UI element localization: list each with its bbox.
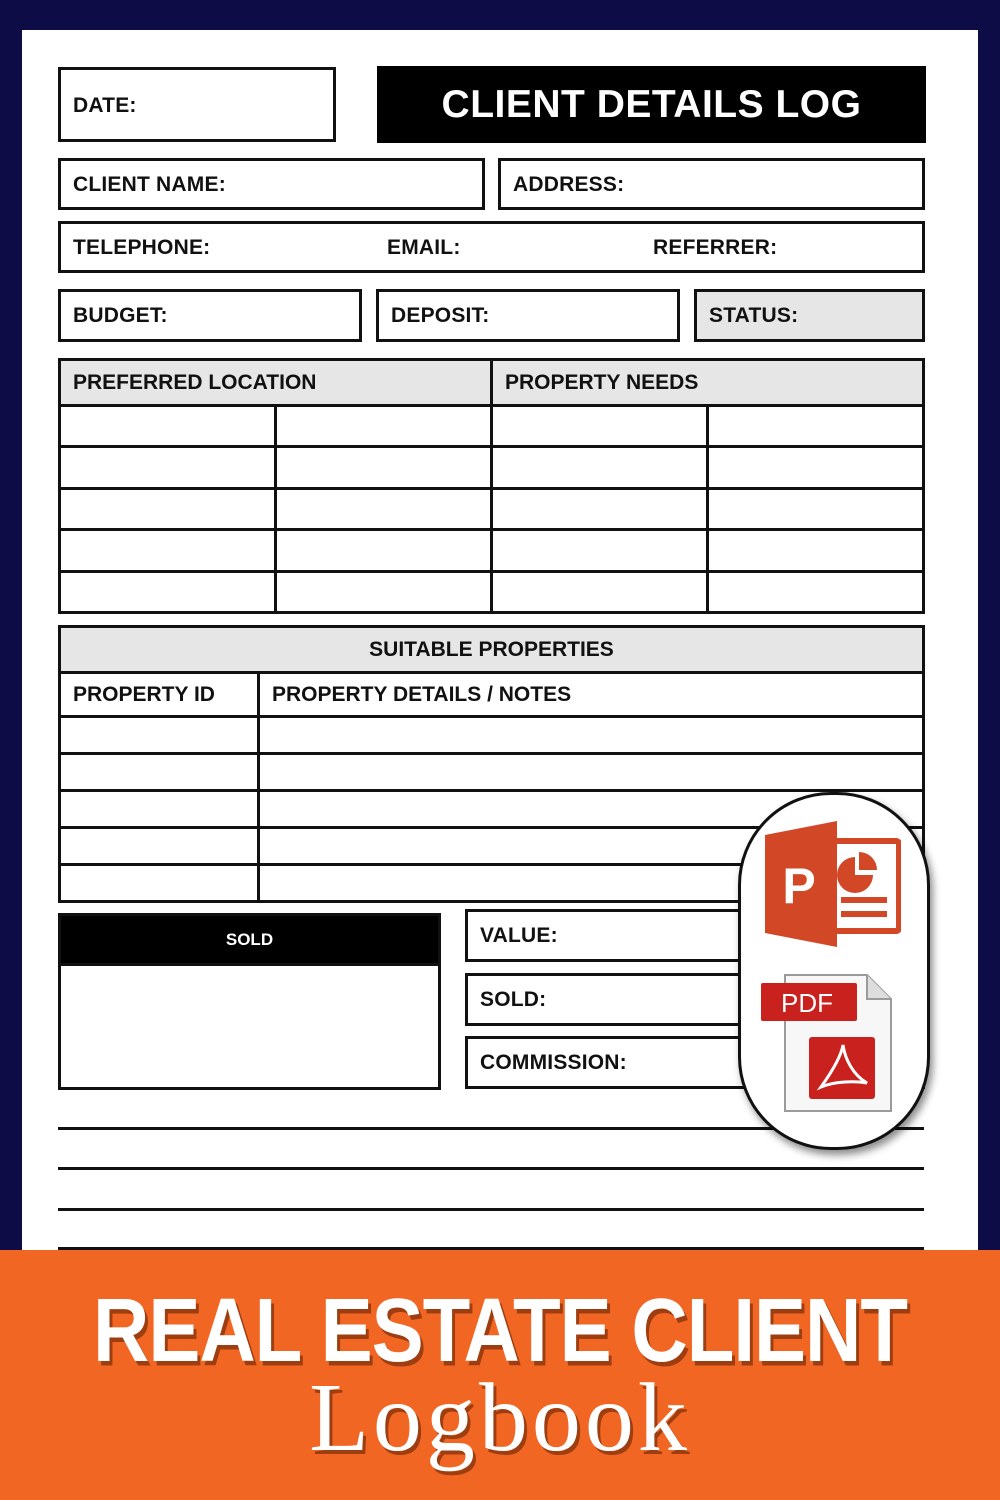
address-label: ADDRESS:: [513, 173, 625, 196]
commission-label: COMMISSION:: [480, 1051, 627, 1074]
location-cell[interactable]: [276, 571, 492, 612]
sold-box: [58, 913, 441, 1090]
location-cell[interactable]: [276, 488, 492, 529]
location-cell[interactable]: [60, 530, 276, 571]
deposit-field[interactable]: [376, 289, 680, 342]
deposit-label: DEPOSIT:: [391, 304, 490, 327]
needs-cell[interactable]: [708, 530, 924, 571]
status-field[interactable]: [694, 289, 925, 342]
notes-line[interactable]: [58, 1208, 924, 1211]
location-cell[interactable]: [276, 530, 492, 571]
property-details-cell[interactable]: [259, 717, 924, 754]
preferred-location-header: PREFERRED LOCATION: [60, 360, 492, 406]
location-cell[interactable]: [60, 488, 276, 529]
needs-cell[interactable]: [708, 571, 924, 612]
property-details-cell[interactable]: [259, 754, 924, 791]
property-id-cell[interactable]: [60, 754, 259, 791]
sold-notes-area[interactable]: [61, 963, 438, 1090]
needs-cell[interactable]: [492, 571, 708, 612]
property-id-header: PROPERTY ID: [60, 673, 259, 717]
ppt-letter: P: [782, 858, 816, 914]
page-title: CLIENT DETAILS LOG: [377, 66, 926, 143]
needs-cell[interactable]: [492, 488, 708, 529]
sold-header: SOLD: [61, 916, 438, 963]
email-label: EMAIL:: [387, 236, 461, 259]
property-id-cell[interactable]: [60, 791, 259, 828]
contact-row[interactable]: [58, 221, 925, 273]
location-cell[interactable]: [60, 406, 276, 447]
address-field[interactable]: [498, 158, 925, 210]
property-needs-header: PROPERTY NEEDS: [492, 360, 924, 406]
notes-line[interactable]: [58, 1167, 924, 1170]
property-id-cell[interactable]: [60, 865, 259, 902]
title-banner: [0, 1250, 1000, 1500]
location-cell[interactable]: [276, 447, 492, 488]
location-cell[interactable]: [60, 571, 276, 612]
budget-label: BUDGET:: [73, 304, 168, 327]
location-cell[interactable]: [276, 406, 492, 447]
client-name-field[interactable]: [58, 158, 485, 210]
powerpoint-file-icon: [761, 819, 901, 949]
budget-field[interactable]: [58, 289, 362, 342]
needs-cell[interactable]: [492, 447, 708, 488]
property-id-cell[interactable]: [60, 828, 259, 865]
property-details-header: PROPERTY DETAILS / NOTES: [259, 673, 924, 717]
needs-cell[interactable]: [492, 530, 708, 571]
date-label: DATE:: [73, 94, 137, 117]
property-id-cell[interactable]: [60, 717, 259, 754]
suitable-properties-title: SUITABLE PROPERTIES: [60, 627, 924, 673]
location-cell[interactable]: [60, 447, 276, 488]
date-field[interactable]: [58, 67, 336, 142]
telephone-label: TELEPHONE:: [73, 236, 211, 259]
sold-label: SOLD:: [480, 988, 547, 1011]
pdf-file-icon: [759, 971, 899, 1121]
file-format-badge: [738, 792, 930, 1150]
status-label: STATUS:: [709, 304, 799, 327]
needs-cell[interactable]: [708, 447, 924, 488]
referrer-label: REFERRER:: [653, 236, 778, 259]
needs-cell[interactable]: [708, 488, 924, 529]
value-label: VALUE:: [480, 924, 558, 947]
client-name-label: CLIENT NAME:: [73, 173, 226, 196]
preferences-table: [58, 358, 925, 614]
pdf-label: PDF: [781, 988, 833, 1018]
banner-subtitle: Logbook: [309, 1364, 691, 1472]
banner-title: REAL ESTATE CLIENT: [92, 1279, 908, 1381]
needs-cell[interactable]: [492, 406, 708, 447]
needs-cell[interactable]: [708, 406, 924, 447]
